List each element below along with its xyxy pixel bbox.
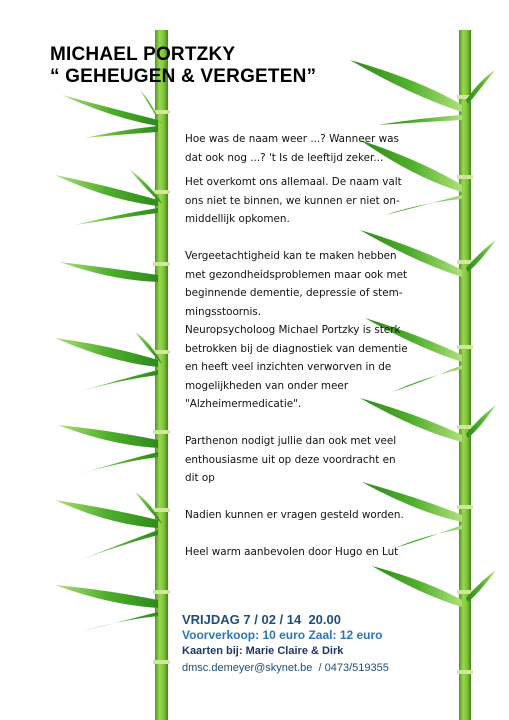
text-line: dit op (185, 472, 215, 484)
text-line: ons niet te binnen, we kunnen er niet on- (185, 194, 400, 207)
event-details (182, 612, 389, 676)
text-line: Het overkomt ons allemaal. De naam valt (185, 176, 402, 188)
event-date: VRIJDAG 7 / 02 / 14 20.00 (182, 612, 341, 627)
text-line: beginnende dementie, depressie of stem- (185, 287, 403, 299)
text-line: Parthenon nodigt jullie dan ook met veel (185, 435, 397, 447)
speaker-name: MICHAEL PORTZKY (50, 44, 236, 65)
text-line: en heeft veel inzichten verworven in de (185, 361, 392, 373)
text-line: middellijk opkomen. (185, 213, 290, 225)
text-line: mogelijkheden van onder meer (185, 379, 349, 392)
lecture-title: “ GEHEUGEN & VERGETEN” (50, 66, 317, 87)
text-line: mingsstoornis. (185, 305, 262, 318)
right-bamboo-stalk (457, 30, 473, 720)
event-description (185, 130, 425, 562)
text-line: Vergeetachtigheid kan te maken hebben (185, 250, 397, 262)
text-line: Neuropsycholoog Michael Portzky is sterk (185, 324, 401, 336)
text-line: betrokken bij de diagnostiek van dementie (185, 342, 408, 355)
event-title (50, 44, 316, 88)
text-line: dat ook nog ...? 't Is de leeftijd zeker... (185, 151, 384, 164)
text-line: "Alzheimermedicatie". (185, 398, 302, 410)
text-line: Nadien kunnen er vragen gesteld worden. (185, 509, 404, 521)
contact-info: dmsc.demeyer@skynet.be / 0473/519355 (182, 662, 389, 674)
ticket-sellers: Kaarten bij: Marie Claire & Dirk (182, 645, 344, 657)
text-line: Hoe was de naam weer ...? Wanneer was (185, 133, 399, 145)
left-bamboo-leaves (55, 90, 162, 632)
text-line: Heel warm aanbevolen door Hugo en Lut (185, 546, 399, 558)
text-line: enthousiasme uit op deze voordracht en (185, 453, 396, 466)
text-line: met gezondheidsproblemen maar ook met (185, 268, 408, 281)
ticket-prices: Voorverkoop: 10 euro Zaal: 12 euro (182, 628, 383, 642)
